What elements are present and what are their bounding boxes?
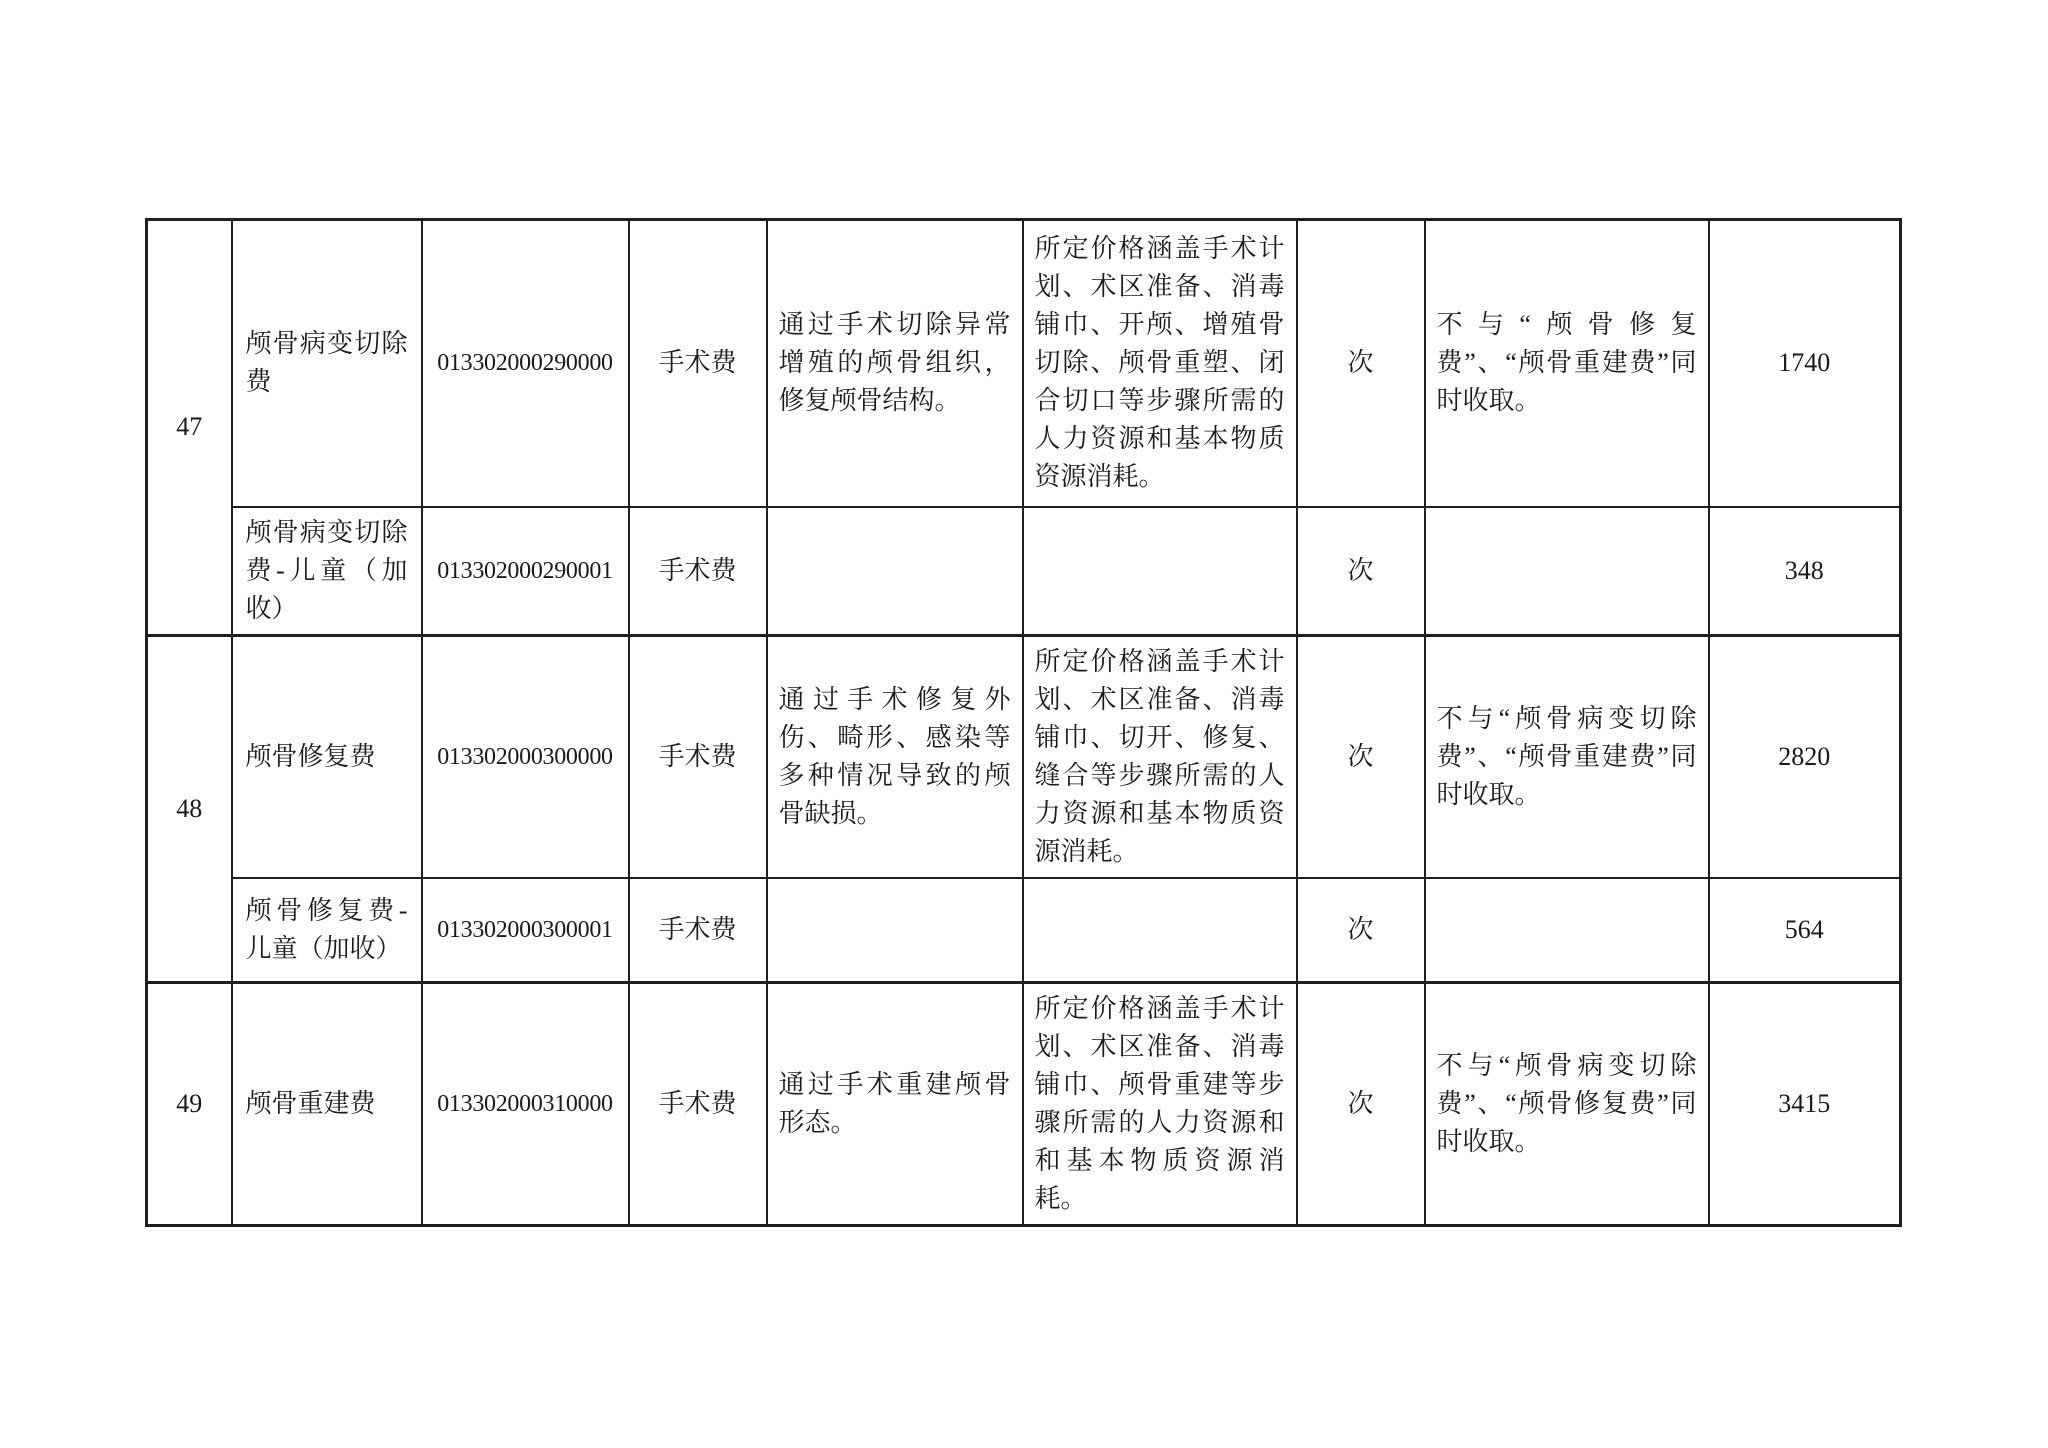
description-cell [767,507,1023,636]
item-code-cell: 013302000290001 [422,507,629,636]
coverage-cell: 所定价格涵盖手术计划、术区准备、消毒铺巾、切开、修复、缝合等步骤所需的人力资源和基本物质资源消耗。 [1023,635,1297,878]
unit-cell: 次 [1297,635,1425,878]
unit-cell: 次 [1297,878,1425,983]
table-row [147,878,1901,983]
coverage-cell [1023,507,1297,636]
table-row [147,635,1901,878]
description-cell: 通过手术切除异常增殖的颅骨组织，修复颅骨结构。 [767,220,1023,507]
coverage-cell [1023,878,1297,983]
item-name-cell: 颅骨病变切除费-儿童（加收） [232,507,422,636]
item-code-cell: 013302000300001 [422,878,629,983]
row-number-cell: 47 [147,220,232,636]
unit-cell: 次 [1297,983,1425,1226]
category-cell: 手术费 [629,983,767,1226]
row-number-cell: 49 [147,983,232,1226]
category-cell: 手术费 [629,220,767,507]
item-name-cell: 颅骨病变切除费 [232,220,422,507]
category-cell: 手术费 [629,635,767,878]
table-row [147,507,1901,636]
exclusion-cell: 不与“颅骨病变切除费”、“颅骨修复费”同时收取。 [1425,983,1709,1226]
price-cell: 564 [1709,878,1901,983]
fee-schedule-table [145,218,1902,1227]
coverage-cell: 所定价格涵盖手术计划、术区准备、消毒铺巾、颅骨重建等步骤所需的人力资源和和基本物质资源消耗。 [1023,983,1297,1226]
description-cell: 通过手术修复外伤、畸形、感染等多种情况导致的颅骨缺损。 [767,635,1023,878]
item-code-cell: 013302000310000 [422,983,629,1226]
price-cell: 1740 [1709,220,1901,507]
exclusion-cell [1425,507,1709,636]
category-cell: 手术费 [629,507,767,636]
unit-cell: 次 [1297,220,1425,507]
unit-cell: 次 [1297,507,1425,636]
item-code-cell: 013302000290000 [422,220,629,507]
price-cell: 3415 [1709,983,1901,1226]
category-cell: 手术费 [629,878,767,983]
description-cell: 通过手术重建颅骨形态。 [767,983,1023,1226]
table-row [147,983,1901,1226]
row-number-cell: 48 [147,635,232,983]
price-cell: 2820 [1709,635,1901,878]
item-name-cell: 颅骨重建费 [232,983,422,1226]
item-name-cell: 颅骨修复费 [232,635,422,878]
exclusion-cell: 不与“颅骨病变切除费”、“颅骨重建费”同时收取。 [1425,635,1709,878]
exclusion-cell: 不与“颅骨修复费”、“颅骨重建费”同时收取。 [1425,220,1709,507]
price-cell: 348 [1709,507,1901,636]
table-row [147,220,1901,507]
description-cell [767,878,1023,983]
item-code-cell: 013302000300000 [422,635,629,878]
coverage-cell: 所定价格涵盖手术计划、术区准备、消毒铺巾、开颅、增殖骨切除、颅骨重塑、闭合切口等步骤所需的人力资源和基本物质资源消耗。 [1023,220,1297,507]
exclusion-cell [1425,878,1709,983]
item-name-cell: 颅骨修复费-儿童（加收） [232,878,422,983]
